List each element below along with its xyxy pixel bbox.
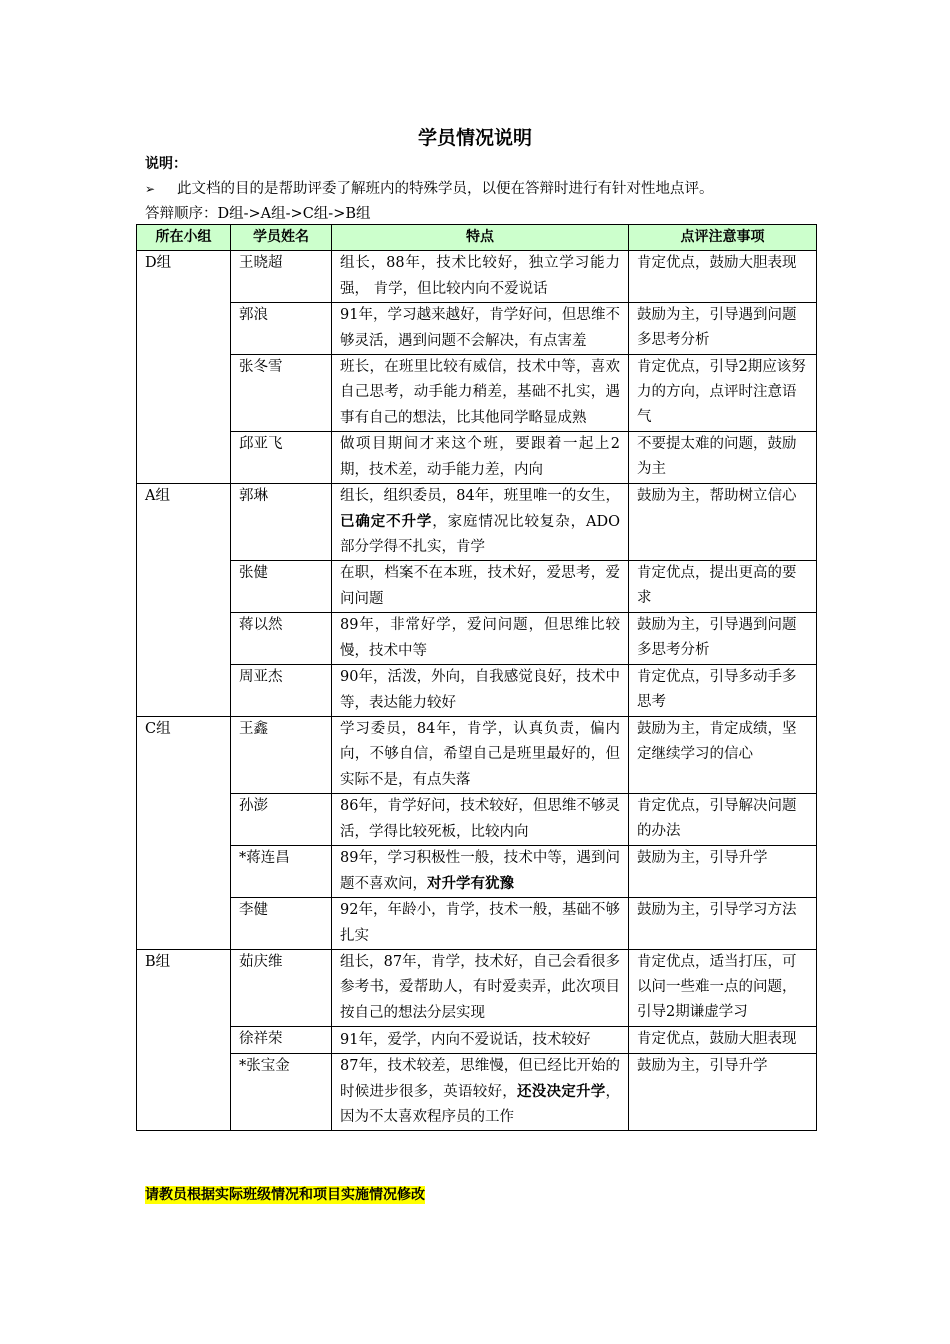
review-note: 肯定优点，引导解决问题的办法 — [629, 794, 817, 846]
table-row — [137, 898, 817, 950]
student-feature — [332, 846, 629, 898]
review-note: 肯定优点，鼓励大胆表现 — [629, 251, 817, 303]
student-feature — [332, 561, 629, 613]
student-name: 郭琳 — [231, 484, 332, 561]
student-name: 周亚杰 — [231, 665, 332, 717]
intro-bullet — [145, 177, 714, 198]
feature-text: 89年，学习积极性一般，技术中等，遇到问题不喜欢问， — [340, 850, 620, 892]
student-name: *蒋连昌 — [231, 846, 332, 898]
feature-text: 92年，年龄小，肯学，技术一般，基础不够扎实 — [340, 902, 620, 944]
group-cell: D组 — [137, 251, 231, 484]
student-name: 邱亚飞 — [231, 432, 332, 484]
review-note: 鼓励为主，帮助树立信心 — [629, 484, 817, 561]
table-row — [137, 251, 817, 303]
intro-bullet-text: 此文档的目的是帮助评委了解班内的特殊学员，以便在答辩时进行有针对性地点评。 — [177, 181, 714, 197]
table-row — [137, 717, 817, 794]
student-feature — [332, 717, 629, 794]
review-note: 肯定优点，引导2期应该努力的方向，点评时注意语气 — [629, 355, 817, 432]
review-note: 鼓励为主，引导升学 — [629, 1054, 817, 1131]
group-cell: B组 — [137, 950, 231, 1131]
table-row — [137, 794, 817, 846]
table-header-row — [137, 225, 817, 251]
intro-label: 说明： — [145, 156, 187, 172]
student-feature — [332, 355, 629, 432]
feature-text: 组长，88年，技术比较好，独立学习能力强， 肯学，但比较内向不爱说话 — [340, 255, 620, 297]
table-row — [137, 484, 817, 561]
review-note: 肯定优点，适当打压，可以问一些难一点的问题，引导2期谦虚学习 — [629, 950, 817, 1027]
group-cell: A组 — [137, 484, 231, 717]
review-note: 肯定优点，引导多动手多思考 — [629, 665, 817, 717]
student-feature — [332, 484, 629, 561]
student-name: *张宝金 — [231, 1054, 332, 1131]
table-row — [137, 561, 817, 613]
feature-text-after: ，家庭情况比较复杂，ADO部分学得不扎实，肯学 — [340, 514, 621, 555]
feature-text: 组长，87年，肯学，技术好，自己会看很多参考书，爱帮助人，有时爱卖弄，此次项目按自己的想法分层实现 — [340, 954, 620, 1021]
student-table — [136, 224, 817, 1131]
student-name: 王鑫 — [231, 717, 332, 794]
student-name: 孙澎 — [231, 794, 332, 846]
header-feature: 特点 — [332, 225, 629, 251]
defense-order: 答辩顺序：D组->A组->C组->B组 — [145, 206, 371, 222]
student-feature — [332, 898, 629, 950]
table-row — [137, 303, 817, 355]
student-name: 李健 — [231, 898, 332, 950]
header-comment: 点评注意事项 — [629, 225, 817, 251]
student-name: 茹庆维 — [231, 950, 332, 1027]
student-name: 王晓超 — [231, 251, 332, 303]
feature-text: 86年，肯学好问，技术较好，但思维不够灵活，学得比较死板，比较内向 — [340, 798, 620, 840]
student-feature — [332, 1027, 629, 1054]
table-row — [137, 846, 817, 898]
student-feature — [332, 665, 629, 717]
review-note: 鼓励为主，引导遇到问题多思考分析 — [629, 613, 817, 665]
student-feature — [332, 251, 629, 303]
table-row — [137, 432, 817, 484]
student-name: 蒋以然 — [231, 613, 332, 665]
feature-text: 91年，爱学，内向不爱说话，技术较好 — [340, 1032, 591, 1048]
review-note: 鼓励为主，引导学习方法 — [629, 898, 817, 950]
feature-text: 90年，活泼，外向，自我感觉良好，技术中等，表达能力较好 — [340, 669, 620, 711]
feature-text: 87年，技术较差，思维慢，但已经比开始的时候进步很多，英语较好， — [340, 1058, 620, 1100]
student-name: 徐祥荣 — [231, 1027, 332, 1054]
student-name: 郭浪 — [231, 303, 332, 355]
student-feature — [332, 303, 629, 355]
review-note: 肯定优点，提出更高的要求 — [629, 561, 817, 613]
table-row — [137, 950, 817, 1027]
table-row — [137, 613, 817, 665]
table-row — [137, 1027, 817, 1054]
review-note: 鼓励为主，引导升学 — [629, 846, 817, 898]
table-row — [137, 1054, 817, 1131]
page-title: 学员情况说明 — [417, 127, 532, 149]
feature-text: 学习委员，84年，肯学，认真负责，偏内向，不够自信，希望自己是班里最好的，但实际不是，有点失落 — [340, 721, 620, 788]
feature-text: 班长，在班里比较有威信，技术中等，喜欢自己思考，动手能力稍差，基础不扎实，遇事有自己的想法，比其他同学略显成熟 — [340, 359, 620, 426]
feature-emphasis: 对升学有犹豫 — [427, 875, 514, 892]
student-feature — [332, 950, 629, 1027]
feature-text-after: ，因为不太喜欢程序员的工作 — [340, 1084, 620, 1125]
review-note: 不要提太难的问题，鼓励为主 — [629, 432, 817, 484]
student-feature — [332, 1054, 629, 1131]
feature-emphasis: 已确定不升学 — [340, 513, 433, 530]
feature-text: 组长，组织委员，84年，班里唯一的女生， — [340, 488, 620, 504]
table-row — [137, 665, 817, 717]
feature-text: 在职，档案不在本班，技术好，爱思考，爱问问题 — [340, 565, 620, 607]
student-feature — [332, 794, 629, 846]
header-group: 所在小组 — [137, 225, 231, 251]
review-note: 肯定优点，鼓励大胆表现 — [629, 1027, 817, 1054]
feature-text: 做项目期间才来这个班，要跟着一起上2期，技术差，动手能力差，内向 — [340, 436, 620, 478]
table-row — [137, 355, 817, 432]
footer-note: 请教员根据实际班级情况和项目实施情况修改 — [145, 1187, 425, 1203]
review-note: 鼓励为主，引导遇到问题多思考分析 — [629, 303, 817, 355]
group-cell: C组 — [137, 717, 231, 950]
feature-text: 91年，学习越来越好，肯学好问，但思维不够灵活，遇到问题不会解决，有点害羞 — [340, 307, 620, 349]
table-body — [137, 251, 817, 1131]
header-name: 学员姓名 — [231, 225, 332, 251]
feature-text: 89年，非常好学，爱问问题，但思维比较慢，技术中等 — [340, 617, 620, 659]
arrow-bullet-icon: ➢ — [145, 182, 156, 196]
student-feature — [332, 432, 629, 484]
student-name: 张健 — [231, 561, 332, 613]
feature-emphasis: 还没决定升学 — [517, 1083, 606, 1100]
student-name: 张冬雪 — [231, 355, 332, 432]
student-feature — [332, 613, 629, 665]
review-note: 鼓励为主，肯定成绩，坚定继续学习的信心 — [629, 717, 817, 794]
